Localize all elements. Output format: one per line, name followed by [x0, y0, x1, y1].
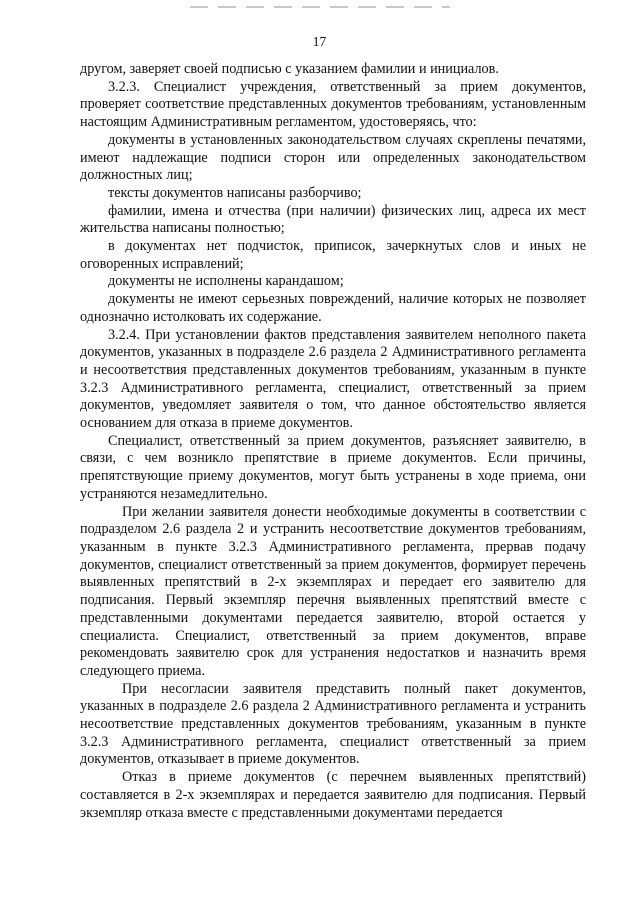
list-item-no-pencil: документы не исполнены карандашом; [108, 273, 344, 290]
paragraph-3-2-3: 3.2.3. Специалист учреждения, ответственный за прием документов, проверяет соответствие представленных документов требованиям, установленным настоящим Административным регламентом, удостоверяясь, что: [80, 78, 586, 131]
list-item-seals: документы в установленных законодательством случаях скреплены печатями, имеют надлежащие подписи сторон или определенных законодательством должностных лиц; [80, 131, 586, 184]
list-item-names: фамилии, имена и отчества (при наличии) физических лиц, адреса их мест жительства написаны полностью; [80, 202, 586, 237]
scan-artifact [190, 6, 450, 8]
paragraph-refusal: Отказ в приеме документов (с перечнем выявленных препятствий) составляется в 2-х экземплярах и передается заявителю для подписания. Первый экземпляр отказа вместе с представленными документами передается [80, 769, 586, 821]
list-item-no-corrections: в документах нет подчисток, приписок, зачеркнутых слов и иных не оговоренных исправлений; [80, 238, 586, 272]
list-item-no-damage: документы не имеют серьезных повреждений, наличие которых не позволяет однозначно истолковать их содержание. [80, 291, 586, 325]
list-item-legible: тексты документов написаны разборчиво; [108, 184, 362, 201]
paragraph-additional-documents: При желании заявителя донести необходимые документы в соответствии с подразделом 2.6 раздела 2 и устранить несоответствие документов требованиям, указанным в пункте 3.2.3 Административного регламента, прервав подачу документов, специалист ответственный за прием документов, формирует перечень выявленных препятствий в 2-х экземплярах и передает его заявителю для подписания. Первый экземпляр перечня выявленных препятствий вместе с представленными документами передается заявителю, второй остается у специалиста. Специалист, ответственный за прием документов, вправе рекомендовать заявителю срок для устранения недостатков и назначить время следующего приема. [80, 503, 586, 679]
paragraph-explanation: Специалист, ответственный за прием документов, разъясняет заявителю, в связи, с чем возникло препятствие в приеме документов. Если причины, препятствующие приему документов, могут быть устранены в ходе приема, они устраняются незамедлительно. [80, 432, 586, 502]
paragraph-3-2-4: 3.2.4. При установлении фактов представления заявителем неполного пакета документов, указанных в подразделе 2.6 раздела 2 Административного регламента и несоответствия представленных документов требованиям, указанным в пункте 3.2.3 Административного регламента, специалист, ответственный за прием документов, уведомляет заявителя о том, что данное обстоятельство является основанием для отказа в приеме документов. [80, 326, 586, 432]
paragraph-continuation: другом, заверяет своей подписью с указанием фамилии и инициалов. [80, 61, 499, 77]
page-number: 17 [312, 34, 327, 49]
document-body [80, 61, 586, 822]
paragraph-disagreement: При несогласии заявителя представить полный пакет документов, указанных в подразделе 2.6 раздела 2 Административного регламента и устранить несоответствие представленных документов требованиям, указанным в пункте 3.2.3 Административного регламента, специалист ответственный за прием документов, отказывает в приеме документов. [80, 680, 586, 768]
